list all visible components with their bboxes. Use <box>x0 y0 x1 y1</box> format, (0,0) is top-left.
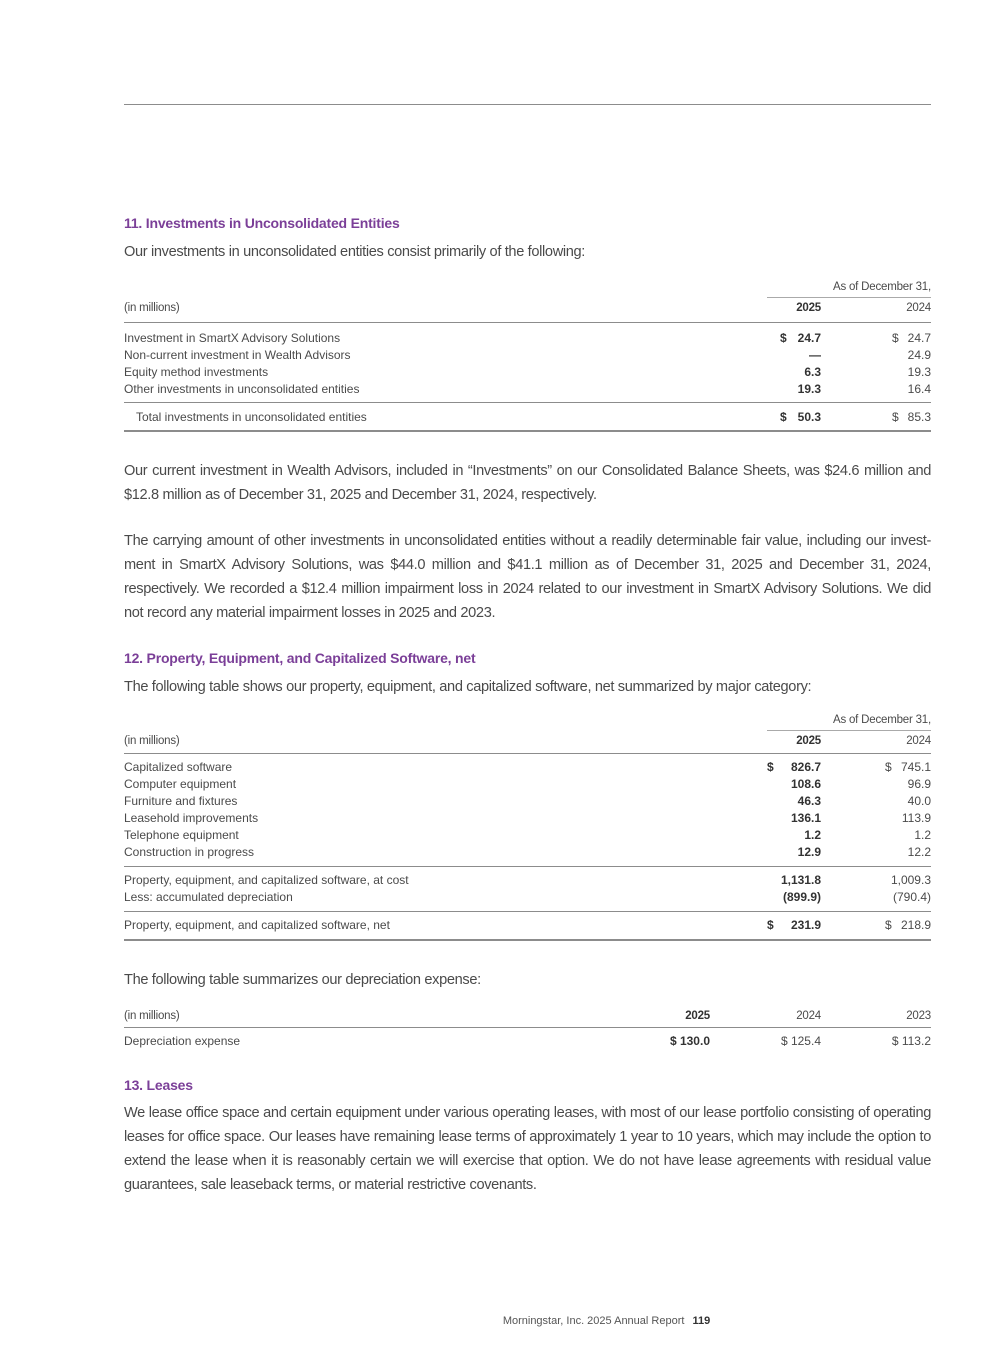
value-2025: (899.9) <box>782 890 821 904</box>
header-rule <box>124 753 931 754</box>
section-11-para-2: The carrying amount of other investments in unconsolidated entities without a readily determinable fair value, including our invest-ment in SmartX Advisory Solutions, was $44.0 million and $41.1 million as of December 31, 2025 and December 31, 2024, respectively. We recorded a $12.4 million impairment loss in 2024 related to our investment in SmartX Advisory Solutions. We did not record any material impairment losses in 2025 and 2023. <box>124 533 931 621</box>
table-row <box>124 827 931 844</box>
unit-label: (in millions) <box>124 1010 180 1022</box>
value-2024: (790.4) <box>892 890 931 904</box>
table-row <box>124 810 931 827</box>
col-2024-header: 2024 <box>796 1010 821 1022</box>
row-label: Furniture and fixtures <box>124 794 238 808</box>
currency-2024: $ <box>885 918 892 932</box>
row-label: Capitalized software <box>124 760 233 774</box>
net-label: Property, equipment, and capitalized software, net <box>124 918 390 932</box>
value-2025: — <box>809 348 821 362</box>
table-row <box>124 889 931 906</box>
as-of-rule <box>767 297 931 298</box>
value-2025: $ 130.0 <box>669 1034 710 1048</box>
section-11-heading: 11. Investments in Unconsolidated Entities <box>124 215 400 231</box>
table-bottom-rule <box>124 430 931 432</box>
col-2024-header: 2024 <box>906 735 931 747</box>
subtotal-rule <box>124 866 931 867</box>
value-2024: 745.1 <box>900 760 931 774</box>
unit-label: (in millions) <box>124 735 180 747</box>
col-2023-header: 2023 <box>906 1010 931 1022</box>
as-of-label: As of December 31, <box>832 714 931 726</box>
currency-2025: $ <box>780 331 787 345</box>
top-rule <box>124 104 931 105</box>
row-label: Non-current investment in Wealth Advisors <box>124 348 351 362</box>
value-2024: 24.9 <box>907 348 931 362</box>
section-11-intro: Our investments in unconsolidated entities consist primarily of the following: <box>124 244 586 260</box>
footer-text: Morningstar, Inc. 2025 Annual Report <box>502 1315 685 1327</box>
header-rule <box>124 1027 931 1028</box>
value-2024: 16.4 <box>907 382 931 396</box>
as-of-label: As of December 31, <box>832 281 931 293</box>
total-label: Total investments in unconsolidated entities <box>136 410 367 424</box>
page-footer <box>0 1315 993 1327</box>
value-2024: $ 125.4 <box>780 1034 821 1048</box>
table-row <box>124 759 931 776</box>
currency-2024: $ <box>892 331 899 345</box>
total-2025: 50.3 <box>797 410 821 424</box>
value-2025: 19.3 <box>797 382 821 396</box>
net-2024: 218.9 <box>900 918 931 932</box>
value-2025: 46.3 <box>797 794 821 808</box>
value-2024: 1,009.3 <box>890 873 931 887</box>
value-2025: 1,131.8 <box>780 873 821 887</box>
value-2024: 40.0 <box>907 794 931 808</box>
total-2024: 85.3 <box>907 410 931 424</box>
row-label: Investment in SmartX Advisory Solutions <box>124 331 341 345</box>
currency-2025: $ <box>767 918 774 932</box>
value-2025: 1.2 <box>804 828 821 842</box>
row-label: Less: accumulated depreciation <box>124 890 293 904</box>
value-2025: 6.3 <box>804 365 821 379</box>
value-2024: 12.2 <box>907 845 931 859</box>
section-13-para: We lease office space and certain equipment under various operating leases, with most of our lease portfolio consisting of operating leases for office space. Our leases have remaining lease terms of approximately 1 year to 10 years, which may include the option to extend the lease when it is reasonably certain we will exercise that option. We do not have lease agreements with residual value guarantees, sale leaseback terms, or material restrictive covenants. <box>124 1105 931 1193</box>
currency-2025: $ <box>780 410 787 424</box>
value-2025: 12.9 <box>797 845 821 859</box>
row-label: Depreciation expense <box>124 1034 241 1048</box>
table-row <box>124 330 931 347</box>
value-2025: 136.1 <box>790 811 821 825</box>
table-row <box>124 793 931 810</box>
value-2024: 96.9 <box>907 777 931 791</box>
table-bottom-rule <box>124 939 931 941</box>
row-label: Construction in progress <box>124 845 255 859</box>
col-2024-header: 2024 <box>906 302 931 314</box>
table-row <box>124 347 931 364</box>
currency-2025: $ <box>767 760 774 774</box>
total-row <box>124 409 931 426</box>
value-2024: 19.3 <box>907 365 931 379</box>
value-2025: 826.7 <box>790 760 821 774</box>
row-label: Property, equipment, and capitalized software, at cost <box>124 873 409 887</box>
table-row <box>124 844 931 861</box>
currency-2024: $ <box>892 410 899 424</box>
section-11-para-1: Our current investment in Wealth Advisors, included in “Investments” on our Consolidated Balance Sheets, was $24.6 million and $12.8 million as of December 31, 2025 and December 31, 2024, respectively. <box>124 463 931 503</box>
unit-label: (in millions) <box>124 302 180 314</box>
value-2024: 1.2 <box>914 828 931 842</box>
value-2025: 24.7 <box>797 331 821 345</box>
currency-2024: $ <box>885 760 892 774</box>
section-13-heading: 13. Leases <box>124 1077 193 1093</box>
net-rule <box>124 911 931 912</box>
col-2025-header: 2025 <box>796 735 821 747</box>
net-row <box>124 917 931 934</box>
row-label: Leasehold improvements <box>124 811 259 825</box>
table-row <box>124 1033 931 1050</box>
row-label: Other investments in unconsolidated entities <box>124 382 360 396</box>
net-2025: 231.9 <box>790 918 821 932</box>
page-number: 119 <box>692 1315 711 1327</box>
table-row <box>124 776 931 793</box>
header-rule <box>124 322 931 323</box>
as-of-rule <box>767 730 931 731</box>
section-12-heading: 12. Property, Equipment, and Capitalized Software, net <box>124 650 476 666</box>
value-2024: 113.9 <box>901 811 931 825</box>
value-2023: $ 113.2 <box>891 1034 931 1048</box>
col-2025-header: 2025 <box>685 1010 710 1022</box>
table-row <box>124 381 931 398</box>
table-row <box>124 872 931 889</box>
col-2025-header: 2025 <box>796 302 821 314</box>
row-label: Telephone equipment <box>124 828 239 842</box>
table-row <box>124 364 931 381</box>
depreciation-intro: The following table summarizes our depreciation expense: <box>124 972 481 988</box>
total-rule <box>124 402 931 403</box>
row-label: Computer equipment <box>124 777 237 791</box>
section-12-intro: The following table shows our property, equipment, and capitalized software, net summarized by major category: <box>124 679 812 695</box>
row-label: Equity method investments <box>124 365 269 379</box>
value-2025: 108.6 <box>790 777 821 791</box>
value-2024: 24.7 <box>907 331 931 345</box>
